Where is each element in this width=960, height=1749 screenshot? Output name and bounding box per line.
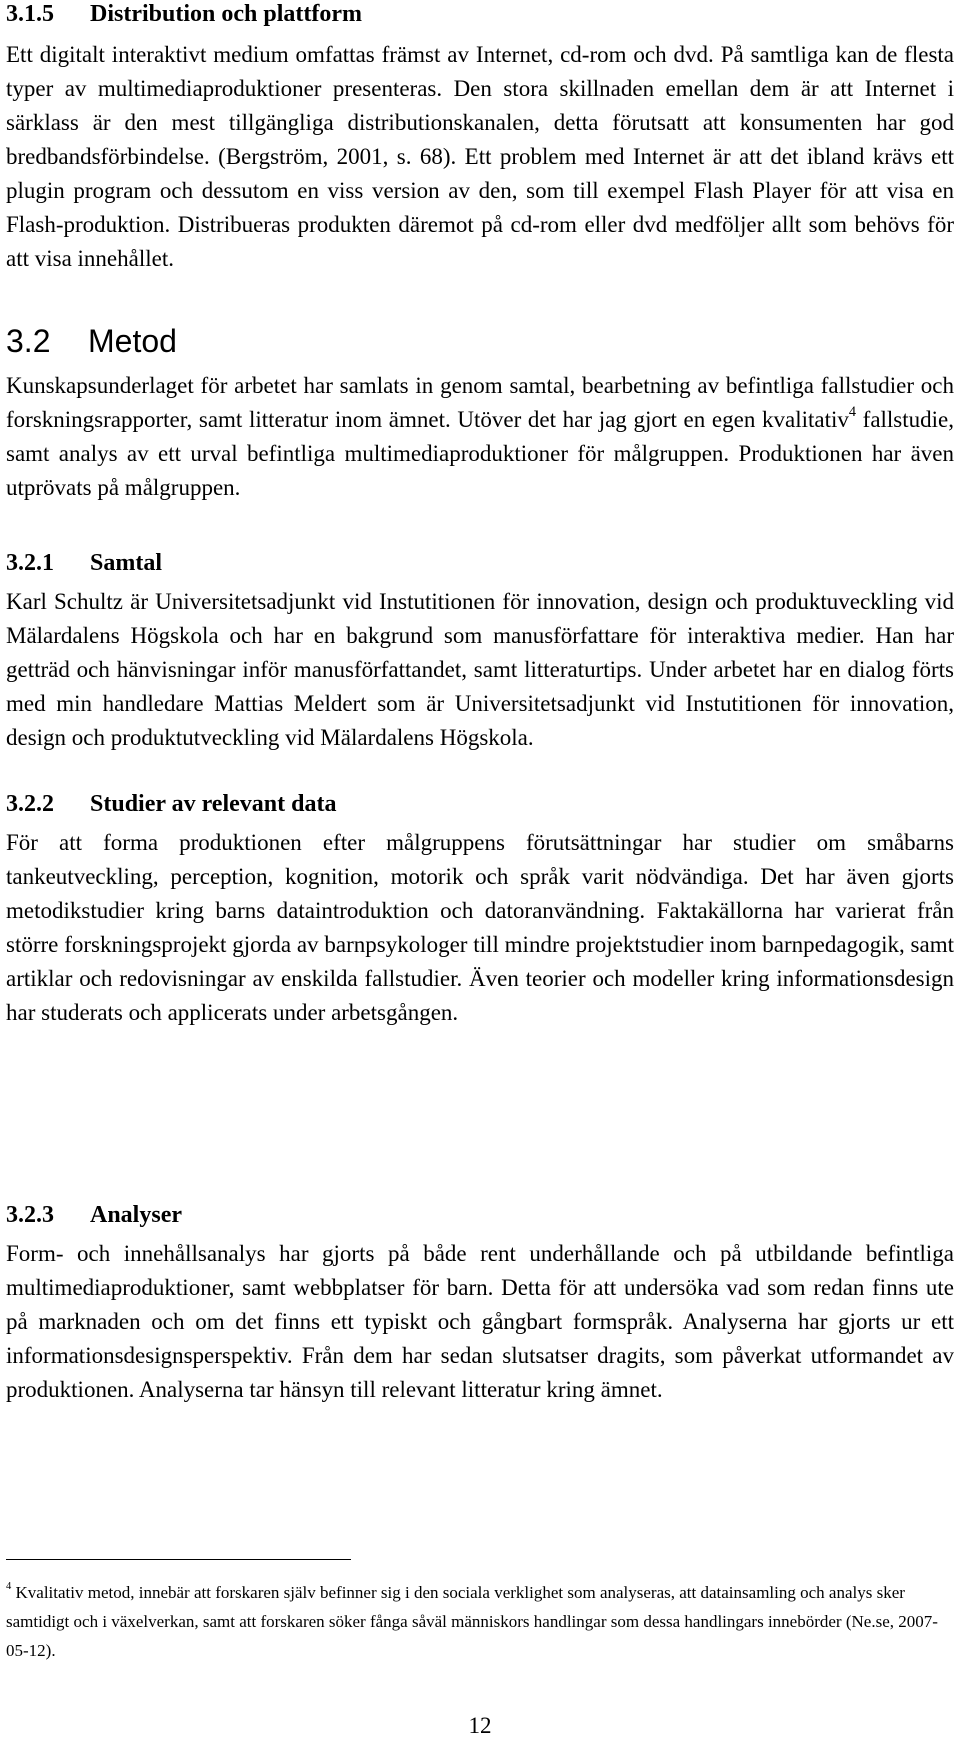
section-samtal [6, 549, 954, 755]
section-title: Metod [88, 323, 177, 359]
section-paragraph: Form- och innehållsanalys har gjorts på både rent underhållande och på utbildande befintliga multimediaproduktioner, samt webbplatser för barn. Detta för att undersöka vad som redan finns ute på marknaden och om det finns ett typiskt och gångbart formspråk. Analyserna har gjorts ur ett informationsdesignsperspektiv. Från dem har sedan slutsatser dragits, som påverkat utformandet av produktionen. Analyserna tar hänsyn till relevant litteratur kring ämnet. [6, 1241, 954, 1402]
section-number: 3.2.1 [6, 550, 54, 576]
section-heading [6, 790, 954, 818]
section-metod [6, 323, 954, 505]
section-number: 3.2.3 [6, 1202, 54, 1228]
footnote-reference: 4 [848, 404, 856, 421]
section-paragraph: För att forma produktionen efter målgruppens förutsättningar har studier om småbarns tankeutveckling, perception, kognition, motorik och språk varit nödvändiga. Det har även gjorts metodikstudier kring barns dataintroduktion och datoranvändning. Faktakällorna har varierat från större forskningsprojekt gjorda av barnpsykologer till mindre projektstudier inom barnpedagogik, samt artiklar och redovisningar av enskilda fallstudier. Även teorier och modeller kring informationsdesign har studerats och applicerats under arbetsgången. [6, 830, 954, 1025]
section-paragraph [6, 369, 954, 505]
section-analyser [6, 1201, 954, 1407]
section-number: 3.2.2 [6, 791, 54, 817]
document-page [6, 0, 954, 1749]
section-title: Distribution och plattform [90, 1, 362, 27]
footnote-divider [6, 1559, 351, 1560]
footnote-text: Kvalitativ metod, innebär att forskaren själv befinner sig i den sociala verklighet som analyseras, att datainsamling och analys sker samtidigt och i växelverkan, samt att forskaren söker fånga såväl människors handlingar som dessa handlingars innebörder (Ne.se, 2007-05-12). [6, 1583, 938, 1660]
section-title: Studier av relevant data [90, 791, 337, 817]
paragraph-text: fallstudie, samt analys av ett urval befintliga multimediaproduktioner för målgruppen. Produktionen har även utprövats på målgruppen. [6, 407, 954, 500]
section-paragraph: Ett digitalt interaktivt medium omfattas främst av Internet, cd-rom och dvd. På samtliga kan de flesta typer av multimediaproduktioner presenteras. Den stora skillnaden emellan dem är att Internet i särklass är den mest tillgängliga distributionskanalen, detta förutsatt att konsumenten har god bredbandsförbindelse. (Bergström, 2001, s. 68). Ett problem med Internet är att det ibland krävs ett plugin program och dessutom en viss version av den, som till exempel Flash Player för att visa en Flash-produktion. Distribueras produkten däremot på cd-rom eller dvd medföljer allt som behövs för att visa innehållet. [6, 42, 954, 271]
footnote [6, 1578, 954, 1665]
section-number: 3.1.5 [6, 1, 54, 27]
section-distribution [6, 0, 954, 276]
section-paragraph: Karl Schultz är Universitetsadjunkt vid Instutitionen för innovation, design och produktuveckling vid Mälardalens Högskola och har en bakgrund som manusförfattare för interaktiva medier. Han har getträd och hänvisningar inför manusförfattandet, samt litteraturtips. Under arbetet har en dialog förts med min handledare Mattias Meldert som är Universitetsadjunkt vid Instutitionen för innovation, design och produktutveckling vid Mälardalens Högskola. [6, 589, 954, 750]
page-number: 12 [468, 1713, 492, 1738]
footnote-marker: 4 [6, 1581, 12, 1593]
paragraph-text: Kunskapsunderlaget för arbetet har samlats in genom samtal, bearbetning av befintliga fallstudier och forskningsrapporter, samt litteratur inom ämnet. Utöver det har jag gjort en egen kvalitativ [6, 373, 954, 432]
section-studier [6, 790, 954, 1030]
section-title: Analyser [90, 1202, 182, 1228]
section-heading [6, 549, 954, 577]
section-heading [6, 0, 954, 28]
section-number: 3.2 [6, 323, 51, 359]
section-heading [6, 1201, 954, 1229]
section-heading [6, 323, 954, 359]
section-title: Samtal [90, 550, 162, 576]
